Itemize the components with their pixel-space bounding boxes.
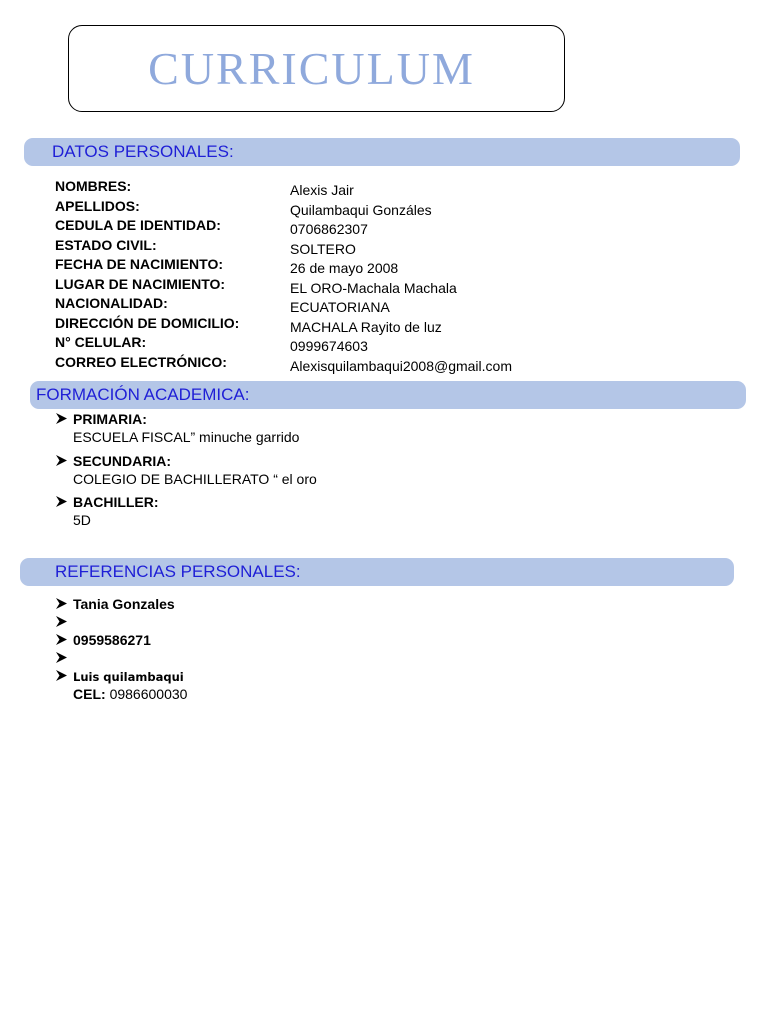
reference-name: Tania Gonzales bbox=[73, 596, 175, 612]
reference-phone: 0959586271 bbox=[73, 632, 151, 648]
academic-school: 5D bbox=[73, 512, 91, 528]
field-value: 0999674603 bbox=[290, 338, 368, 354]
arrow-bullet-icon bbox=[55, 651, 68, 664]
field-value: 0706862307 bbox=[290, 221, 368, 237]
academic-level: PRIMARIA: bbox=[73, 411, 147, 427]
section-title-personal: DATOS PERSONALES: bbox=[52, 142, 234, 161]
field-label: ESTADO CIVIL: bbox=[55, 236, 157, 253]
field-label: FECHA DE NACIMIENTO: bbox=[55, 256, 223, 272]
arrow-bullet-icon bbox=[55, 495, 68, 508]
cel-label: CEL: bbox=[73, 686, 106, 702]
cel-value: 0986600030 bbox=[109, 686, 188, 702]
title-box bbox=[68, 25, 565, 112]
field-value: Alexis Jair bbox=[290, 182, 354, 198]
field-value: ECUATORIANA bbox=[290, 299, 390, 315]
field-value: EL ORO-Machala Machala bbox=[290, 279, 457, 296]
arrow-bullet-icon bbox=[55, 633, 68, 646]
field-value: 26 de mayo 2008 bbox=[290, 260, 399, 276]
field-label: N° CELULAR: bbox=[55, 334, 147, 350]
field-value: SOLTERO bbox=[290, 240, 356, 257]
page-title: CURRICULUM bbox=[148, 43, 475, 94]
arrow-bullet-icon bbox=[55, 597, 68, 610]
arrow-bullet-icon bbox=[55, 669, 68, 682]
arrow-bullet-icon bbox=[55, 412, 68, 425]
section-title-academic: FORMACIÓN ACADEMICA: bbox=[36, 385, 250, 404]
section-title-references: REFERENCIAS PERSONALES: bbox=[55, 562, 301, 581]
field-value: Quilambaqui Gonzáles bbox=[290, 201, 432, 218]
reference-cel bbox=[73, 686, 187, 702]
reference-name: Luis quilambaqui bbox=[73, 670, 184, 684]
field-label: DIRECCIÓN DE DOMICILIO: bbox=[55, 314, 240, 331]
field-label: CORREO ELECTRÓNICO: bbox=[55, 353, 227, 370]
field-label: LUGAR DE NACIMIENTO: bbox=[55, 275, 226, 292]
academic-school: COLEGIO DE BACHILLERATO “ el oro bbox=[73, 471, 317, 487]
section-bar-academic bbox=[30, 381, 746, 409]
field-label: APELLIDOS: bbox=[55, 197, 140, 214]
arrow-bullet-icon bbox=[55, 615, 68, 628]
academic-school: ESCUELA FISCAL” minuche garrido bbox=[73, 429, 300, 445]
field-label: CEDULA DE IDENTIDAD: bbox=[55, 217, 221, 233]
section-bar-personal bbox=[24, 138, 740, 166]
section-bar-references bbox=[20, 558, 734, 586]
academic-level: SECUNDARIA: bbox=[73, 453, 171, 469]
field-value: MACHALA Rayito de luz bbox=[290, 318, 442, 335]
arrow-bullet-icon bbox=[55, 454, 68, 467]
field-value: Alexisquilambaqui2008@gmail.com bbox=[290, 357, 512, 374]
field-label: NOMBRES: bbox=[55, 178, 132, 194]
field-label: NACIONALIDAD: bbox=[55, 295, 168, 311]
academic-level: BACHILLER: bbox=[73, 494, 159, 510]
